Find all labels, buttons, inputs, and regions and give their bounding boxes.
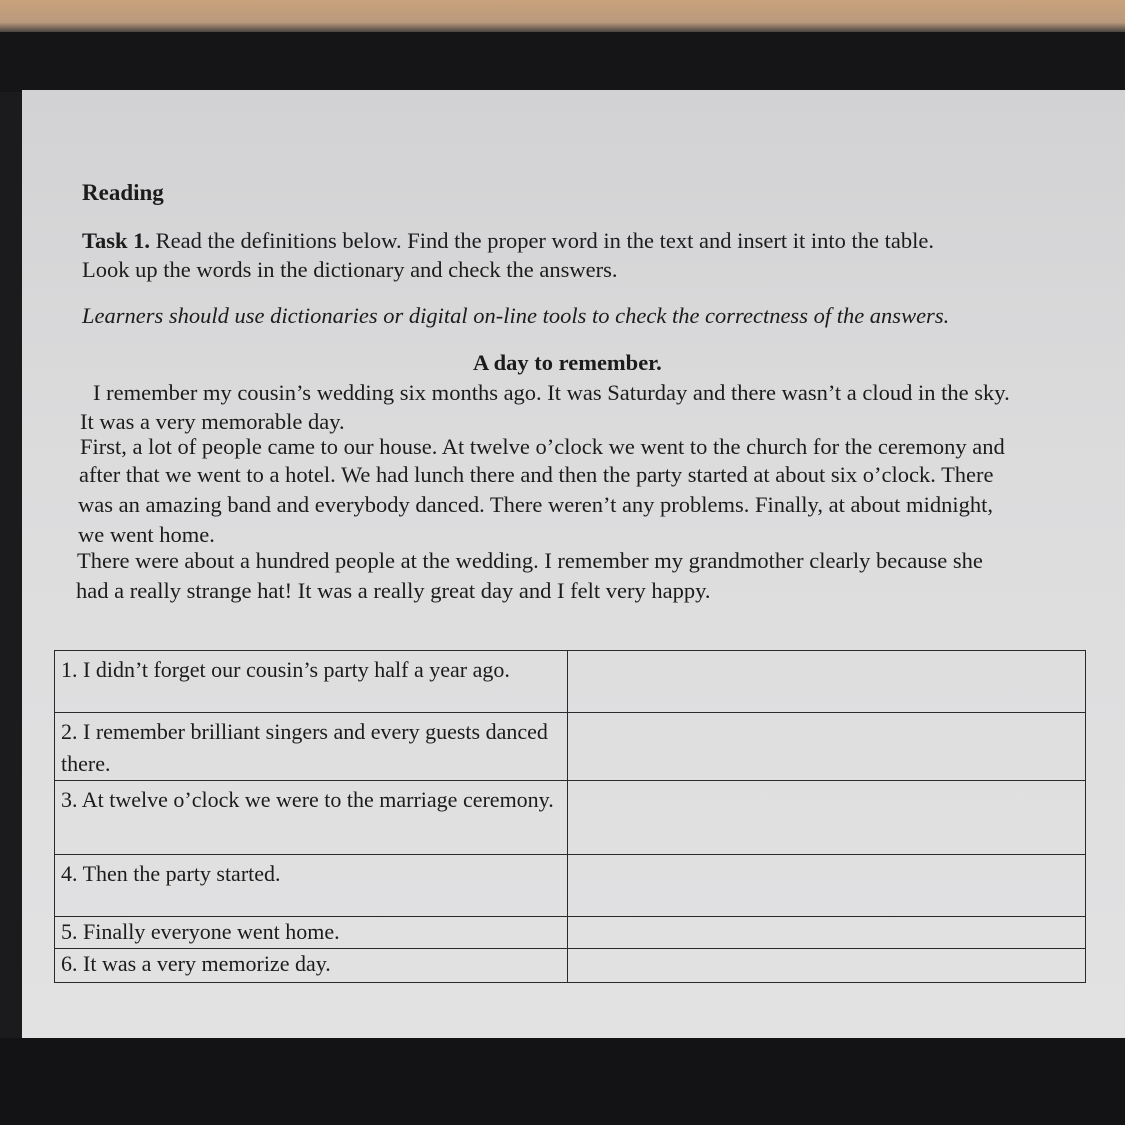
- task-label: Task 1.: [82, 228, 150, 253]
- section-heading: Reading: [82, 180, 164, 205]
- answer-cell[interactable]: [569, 949, 1085, 982]
- story-line: First, a lot of people came to our house. At twelve o’clock we went to the church for the ceremony and: [80, 434, 1005, 459]
- table-row: [55, 855, 1085, 917]
- task-text: Read the definitions below. Find the proper word in the text and insert it into the table.: [155, 228, 934, 253]
- desk-background: [0, 0, 1125, 32]
- story-line: It was a very memorable day.: [80, 409, 345, 434]
- task-instruction-line1: [82, 228, 934, 254]
- definition-cell: 5. Finally everyone went home.: [61, 919, 340, 944]
- answer-cell[interactable]: [569, 781, 1085, 854]
- story-line: I remember my cousin’s wedding six months ago. It was Saturday and there wasn’t a cloud in the sky.: [93, 380, 1010, 405]
- table-row: [55, 949, 1085, 982]
- answer-cell[interactable]: [569, 651, 1085, 712]
- definition-cell: 2. I remember brilliant singers and every guests danced there.: [61, 719, 548, 776]
- monitor-bottom-bezel: [0, 1038, 1125, 1125]
- definition-cell: 3. At twelve o’clock we were to the marriage ceremony.: [61, 787, 554, 812]
- answer-cell[interactable]: [569, 855, 1085, 916]
- story-line: had a really strange hat! It was a really great day and I felt very happy.: [76, 578, 711, 603]
- story-line: There were about a hundred people at the wedding. I remember my grandmother clearly because she: [77, 548, 983, 573]
- table-row: [55, 781, 1085, 855]
- table-row: [55, 651, 1085, 713]
- answer-cell[interactable]: [569, 917, 1085, 948]
- story-line: after that we went to a hotel. We had lunch there and then the party started at about six o’clock. There: [79, 462, 994, 487]
- answer-cell[interactable]: [569, 713, 1085, 780]
- table-row: [55, 917, 1085, 949]
- learner-note: Learners should use dictionaries or digital on-line tools to check the correctness of the answers.: [82, 303, 950, 328]
- answer-table: [54, 650, 1086, 983]
- monitor-bezel: [0, 32, 1125, 92]
- table-row: [55, 713, 1085, 781]
- story-line: was an amazing band and everybody danced. There weren’t any problems. Finally, at about midnight,: [78, 492, 993, 517]
- story-line: we went home.: [78, 522, 215, 547]
- story-title: A day to remember.: [473, 350, 662, 375]
- definition-cell: 6. It was a very memorize day.: [61, 951, 331, 976]
- task-instruction-line2: Look up the words in the dictionary and check the answers.: [82, 257, 618, 282]
- definition-cell: 1. I didn’t forget our cousin’s party half a year ago.: [61, 657, 510, 682]
- definition-cell: 4. Then the party started.: [61, 861, 281, 886]
